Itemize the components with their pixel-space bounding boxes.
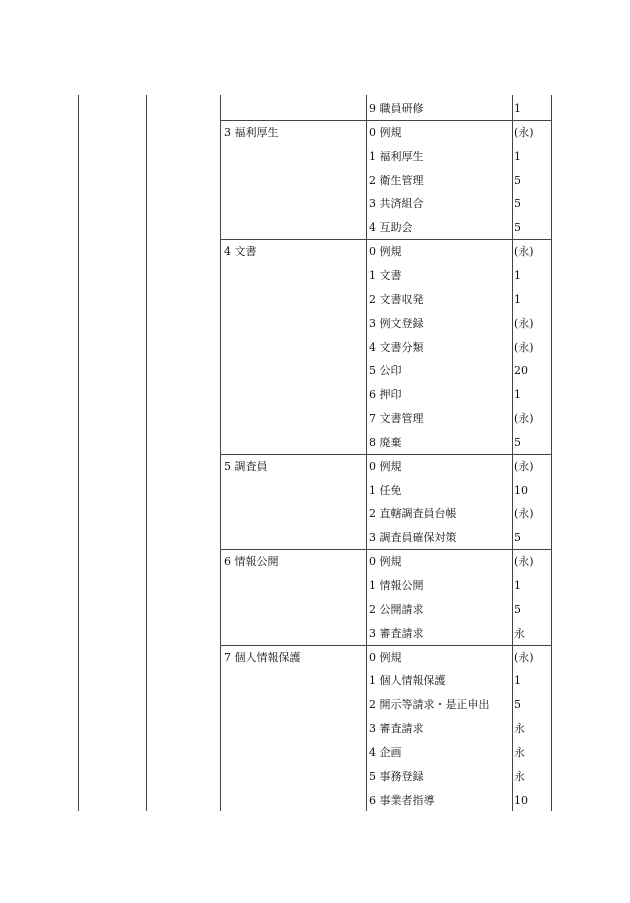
minor-category: 1 文書 — [369, 269, 402, 282]
minor-category: 3 共済組合 — [369, 197, 424, 210]
minor-category: 3 審査請求 — [369, 627, 424, 640]
column-divider — [551, 95, 552, 811]
minor-category: 5 公印 — [369, 364, 402, 377]
minor-category: 3 審査請求 — [369, 722, 424, 735]
minor-category: 1 個人情報保護 — [369, 674, 446, 687]
retention-period: (永) — [514, 507, 534, 520]
retention-period: 永 — [514, 627, 525, 640]
column-divider — [146, 95, 147, 811]
retention-period: (永) — [514, 460, 534, 473]
retention-period: 1 — [514, 102, 521, 115]
minor-category: 8 廃棄 — [369, 436, 402, 449]
minor-category: 3 例文登録 — [369, 317, 424, 330]
minor-category: 0 例規 — [369, 555, 402, 568]
minor-category: 1 情報公開 — [369, 579, 424, 592]
retention-period: (永) — [514, 651, 534, 664]
minor-category: 4 企画 — [369, 746, 402, 759]
retention-period: (永) — [514, 341, 534, 354]
retention-period: 5 — [514, 436, 521, 449]
major-category: 5 調査員 — [224, 460, 268, 473]
retention-period: 1 — [514, 674, 521, 687]
minor-category: 6 押印 — [369, 388, 402, 401]
retention-period: 5 — [514, 531, 521, 544]
minor-category: 1 福利厚生 — [369, 150, 424, 163]
minor-category: 0 例規 — [369, 245, 402, 258]
minor-category: 3 調査員確保対策 — [369, 531, 457, 544]
column-divider — [366, 95, 367, 811]
major-category: 6 情報公開 — [224, 555, 279, 568]
retention-period: 20 — [514, 364, 528, 377]
minor-category: 2 直轄調査員台帳 — [369, 507, 457, 520]
retention-period: 5 — [514, 221, 521, 234]
column-divider — [512, 95, 513, 811]
major-category: 4 文書 — [224, 245, 257, 258]
retention-period: 永 — [514, 770, 525, 783]
column-divider — [78, 95, 79, 811]
retention-period: (永) — [514, 317, 534, 330]
retention-period: 5 — [514, 174, 521, 187]
minor-category: 0 例規 — [369, 651, 402, 664]
minor-category: 4 互助会 — [369, 221, 413, 234]
minor-category: 5 事務登録 — [369, 770, 424, 783]
major-category: 3 福利厚生 — [224, 126, 279, 139]
minor-category: 2 衛生管理 — [369, 174, 424, 187]
column-divider — [220, 95, 221, 811]
minor-category: 0 例規 — [369, 460, 402, 473]
minor-category: 0 例規 — [369, 126, 402, 139]
minor-category: 7 文書管理 — [369, 412, 424, 425]
group-divider — [220, 120, 552, 121]
minor-category: 2 公開請求 — [369, 603, 424, 616]
retention-period: 10 — [514, 794, 528, 807]
retention-period: (永) — [514, 412, 534, 425]
retention-period: (永) — [514, 126, 534, 139]
retention-period: (永) — [514, 245, 534, 258]
retention-period: 10 — [514, 484, 528, 497]
retention-period: 1 — [514, 150, 521, 163]
group-divider — [220, 454, 552, 455]
retention-period: 5 — [514, 698, 521, 711]
retention-period: 1 — [514, 293, 521, 306]
minor-category: 2 文書収発 — [369, 293, 424, 306]
retention-period: 永 — [514, 746, 525, 759]
major-category: 7 個人情報保護 — [224, 651, 301, 664]
minor-category: 9 職員研修 — [369, 102, 424, 115]
minor-category: 1 任免 — [369, 484, 402, 497]
retention-period: (永) — [514, 555, 534, 568]
minor-category: 2 開示等請求・是正申出 — [369, 698, 490, 711]
group-divider — [220, 645, 552, 646]
retention-period: 1 — [514, 579, 521, 592]
retention-period: 5 — [514, 197, 521, 210]
retention-period: 1 — [514, 388, 521, 401]
group-divider — [220, 239, 552, 240]
minor-category: 6 事業者指導 — [369, 794, 435, 807]
retention-period: 5 — [514, 603, 521, 616]
minor-category: 4 文書分類 — [369, 341, 424, 354]
retention-period: 1 — [514, 269, 521, 282]
group-divider — [220, 549, 552, 550]
retention-period: 永 — [514, 722, 525, 735]
